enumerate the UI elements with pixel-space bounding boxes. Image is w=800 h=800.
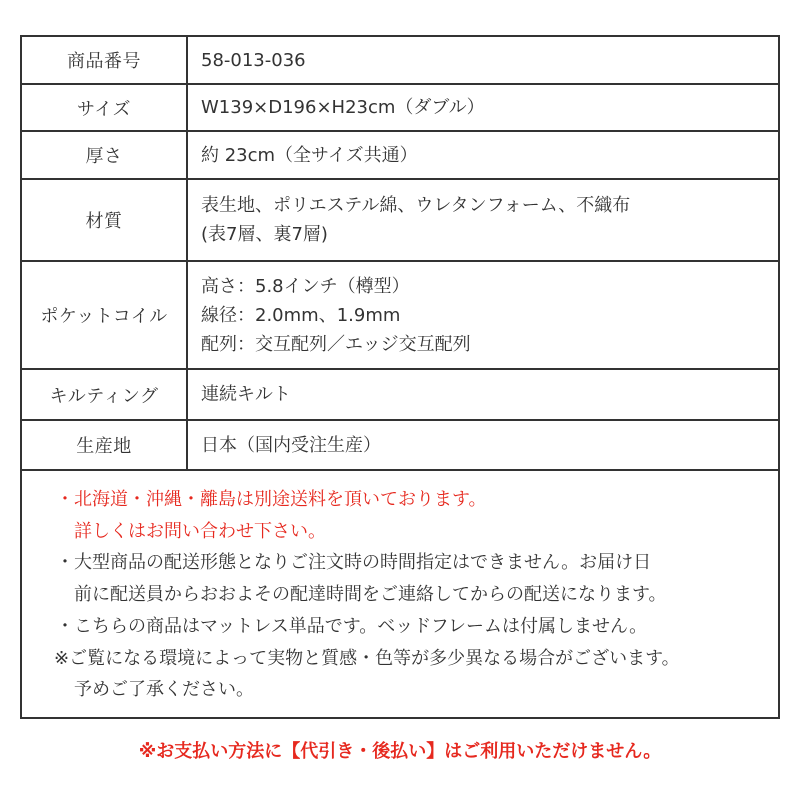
spec-value-line: 表生地、ポリエステル綿、ウレタンフォーム、不織布 [201, 195, 631, 216]
spec-value [187, 84, 779, 131]
spec-label: 商品番号 [21, 36, 187, 84]
note-line: ・大型商品の配送形態となりご注文時の時間指定はできません。お届け日 [56, 552, 652, 574]
spec-value-line: 線径：2.0mm、1.9mm [201, 304, 401, 326]
spec-row-quilting [21, 369, 779, 420]
spec-label: サイズ [21, 84, 187, 131]
note-line: ※ご覧になる環境によって実物と質感・色等が多少異なる場合がございます。 [54, 647, 680, 669]
note-line: 予めご了承ください。 [74, 679, 254, 701]
note-line: 詳しくはお問い合わせ下さい。 [74, 520, 326, 542]
note-line: 前に配送員からおおよその配達時間をご連絡してからの配送になります。 [74, 584, 667, 606]
color-difference-note [22, 643, 778, 706]
spec-value-line: 高さ：5.8インチ（樽型） [201, 275, 410, 297]
spec-table [20, 35, 780, 471]
payment-method-note: ※お支払い方法に【代引き・後払い】はご利用いただけません。 [138, 741, 662, 762]
spec-value [187, 131, 779, 179]
spec-label: 材質 [21, 179, 187, 261]
shipping-fee-note [22, 484, 778, 547]
spec-label: 生産地 [21, 420, 187, 470]
delivery-time-note [22, 547, 778, 610]
mattress-only-note [22, 611, 778, 643]
spec-row-origin [21, 420, 779, 470]
spec-value-line: 58-013-036 [201, 49, 306, 71]
spec-value-line: 連続キルト [201, 384, 291, 405]
spec-value [187, 369, 779, 420]
spec-value-line: W139×D196×H23cm（ダブル） [201, 97, 485, 118]
spec-value [187, 36, 779, 84]
spec-label: ポケットコイル [21, 261, 187, 369]
note-line: ・北海道・沖縄・離島は別途送料を頂いております。 [56, 489, 487, 510]
spec-row-pocket-coil [21, 261, 779, 369]
spec-value-line: 約 23cm（全サイズ共通） [201, 144, 418, 166]
spec-row-material [21, 179, 779, 261]
spec-value [187, 420, 779, 470]
spec-label: 厚さ [21, 131, 187, 179]
note-line: ・こちらの商品はマットレス単品です。ベッドフレームは付属しません。 [56, 615, 648, 637]
notes-box [20, 468, 780, 719]
spec-value-line: 配列：交互配列／エッジ交互配列 [201, 333, 471, 355]
spec-value [187, 261, 779, 369]
spec-row-thickness [21, 131, 779, 179]
spec-value-line: 日本（国内受注生産） [201, 434, 381, 456]
spec-row-size [21, 84, 779, 131]
spec-value [187, 179, 779, 261]
spec-label: キルティング [21, 369, 187, 420]
spec-value-line: (表7層、裏7層) [201, 224, 328, 245]
spec-row-product-number [21, 36, 779, 84]
